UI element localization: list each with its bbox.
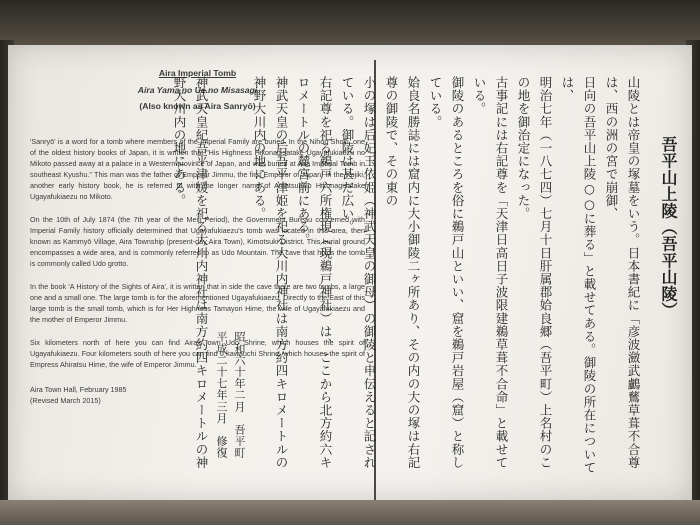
japanese-line-7: 小の塚は后妃玉依姫（神武天皇の御母）の御陵と申伝えると記されている。御陵は甚だ広い。 [340, 76, 377, 469]
english-aka: (Also known as Aira Sanryō) [139, 101, 256, 111]
japanese-revised: 平成二十七年三月 修復 [215, 331, 228, 459]
japanese-line-6: 姶良名勝誌には窟内に大小御陵二ヶ所あり、その内の大の塚は右記尊の御陵で、その東の [384, 76, 421, 469]
japanese-title: 吾平山上陵（吾平山陵） [659, 136, 678, 319]
japanese-line-3: 明治七年（一八七四）七月十日肝属郡姶良郷（吾平町）上名村のこの地を御治定になった。 [516, 76, 553, 469]
english-signature: Aira Town Hall, February 1985 [30, 385, 127, 394]
english-revised: (Revised March 2015) [30, 396, 101, 405]
english-paragraph-1: 'Sanryō' is a word for a tomb where members of the Imperial Family are buried. In the Nihon Shoki, one of the oldest history books of Japan, it is written that "His Highness Hikonagisatake Ugayafukiaezu no Mikoto passed away at a palace in a Western province of Japan, and was buried at Aira Imperial Tomb in southeast Kyushu." This man was the father of Emperor Jimmu, the first Emperor of Japan. In the Kojiki, another early history book, he is referred to with the longer name of Amatsuhiko Hikonagisatake Ugayafukiaezu no Mikoto. [30, 137, 365, 201]
japanese-line-2: 日向の吾平山上陵○○に葬る」と載せてある。御陵の所在については、 [560, 76, 597, 474]
japanese-signature: 昭和六十年二月 吾平町 [233, 331, 246, 459]
japanese-line-4: 古事記には右記尊を「天津日高日子波限建鵜草葺不合命」と載せている。 [472, 76, 509, 469]
japanese-line-5: 御陵のあるところを俗に鵜戸山といい、窟を鵜戸岩屋（窟）と称している。 [428, 76, 465, 469]
english-title: Aira Imperial Tomb [158, 68, 237, 78]
japanese-line-1: 山陵とは帝皇の塚墓をいう。日本書紀に「彦波瀲武鸕鶿草葺不合尊は、西の洲の宮で崩御、 [604, 76, 641, 469]
japanese-line-10: 神武天皇紀吾平津媛を祀る大川内神社は南方約四キロメートルの神野大川内の地にある。 [172, 76, 209, 469]
english-paragraph-4: Six kilometers north of here you can find Aira's own Udo Shrine, which houses the spirit of Ugayafukiaezu. Four kilometers south of here you can find 0 kawauchi Shrine, which houses the spirit of Empress Ahiratsu Hime, the wife of Emperor Jimmu. [30, 338, 365, 369]
english-paragraph-3: In the book 'A History of the Sights of Aira', it is written that in side the cave there are two tombs, a large one and a small one. The large tomb is for the aforementioned Ugayafukiaezu. Directly to the East of this large tomb is the small tomb, which is for Her Highness Tamayori Hime, the wife of Ugayafukiaezu and the mother of Emperor Jimmu. [30, 282, 365, 324]
frame-bottom [0, 500, 700, 525]
english-paragraph-2: On the 10th of July 1874 (the 7th year of the Meiji Period), the Government Bureau concerned with Imperial Family history officially determined that Ugayafukiaezu's tomb was located in this area, then known as Kammyō Village, Aira Township (present-day Aira Town), Kimotsuki District. This burial ground encompasses a wide area, and is commonly referred to as Udo Mountain. The cave that holds the tomb is commonly called Udo grotto. [30, 215, 365, 268]
japanese-line-8: 右記尊を祀る鵜戸六所権現（現鵜戸神社）は、ここから北方約六キロメートルの麓宮前にある。 [296, 76, 333, 469]
english-subtitle: Aira Yama no Ue no Misasagi [137, 85, 258, 95]
frame-top [0, 0, 700, 48]
japanese-line-9: 神武天皇の后吾平津姫を祀る大川内神社は南方約四キロメートルの神野大川内の地にある。 [252, 76, 289, 469]
